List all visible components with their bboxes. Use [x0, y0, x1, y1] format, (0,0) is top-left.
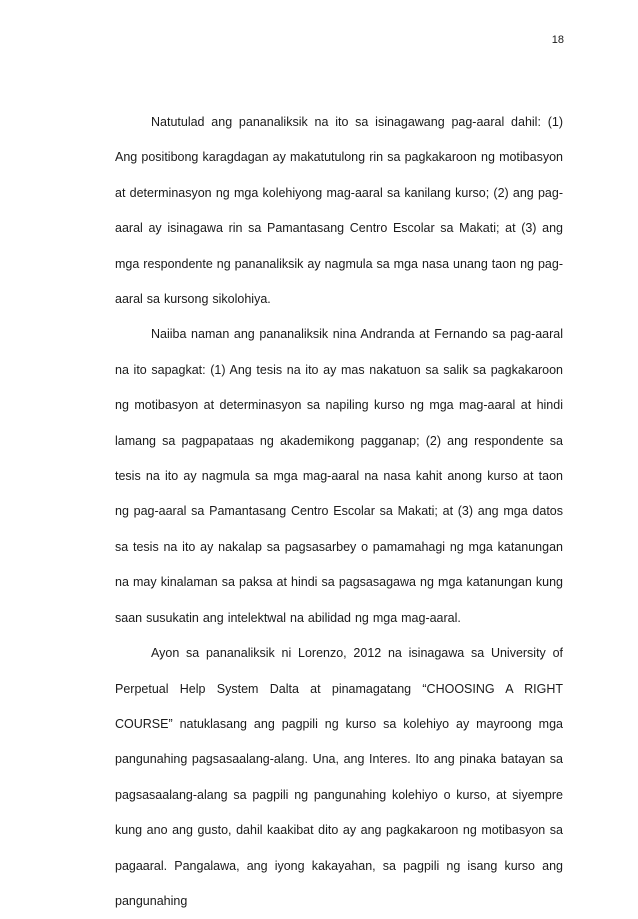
paragraph-similarities: Natutulad ang pananaliksik na ito sa isinagawang pag-aaral dahil: (1) Ang positibong karagdagan ay makatutulong rin sa pagkakaroon ng motibasyon at determinasyon ng mga kolehiyong mag-aaral sa kanilang kurso; (2) ang pag-aaral ay isinagawa rin sa Pamantasang Centro Escolar sa Makati; at (3) ang mga respondente ng pananaliksik ay nagmula sa mga nasa unang taon ng pag-aaral sa kursong sikolohiya. — [115, 115, 563, 307]
body-text — [115, 105, 563, 919]
page-number: 18 — [551, 34, 564, 46]
paragraph-differences: Naiiba naman ang pananaliksik nina Andranda at Fernando sa pag-aaral na ito sapagkat: (1) Ang tesis na ito ay mas nakatuon sa salik sa pagkakaroon ng motibasyon at determinasyon sa napiling kurso ng mga mag-aaral at hindi lamang sa pagpapataas ng akademikong pagganap; (2) ang respondente sa tesis na ito ay nagmula sa mga mag-aaral na nasa kahit anong kurso at taon ng pag-aaral sa Pamantasang Centro Escolar sa Makati; at (3) ang mga datos sa tesis na ito ay nakalap sa pagsasarbey o pamamahagi ng mga katanungan na may kinalaman sa paksa at hindi sa pagsasagawa ng mga katanungan kung saan susukatin ang intelektwal na abilidad ng mga mag-aaral. — [115, 327, 563, 625]
paragraph-lorenzo-study: Ayon sa pananaliksik ni Lorenzo, 2012 na isinagawa sa University of Perpetual Help System Dalta at pinamagatang “CHOOSING A RIGHT COURSE” natuklasang ang pagpili ng kurso sa kolehiyo ay mayroong mga pangunahing pagsasaalang-alang. Una, ang Interes. Ito ang pinaka batayan sa pagsasaalang-alang sa pagpili ng pangunahing kolehiyo o kurso, at siyempre kung ano ang gusto, dahil kaakibat dito ay ang pagkakaroon ng motibasyon sa pagaaral. Pangalawa, ang iyong kakayahan, sa pagpili ng isang kurso ang pangunahing — [115, 646, 563, 908]
